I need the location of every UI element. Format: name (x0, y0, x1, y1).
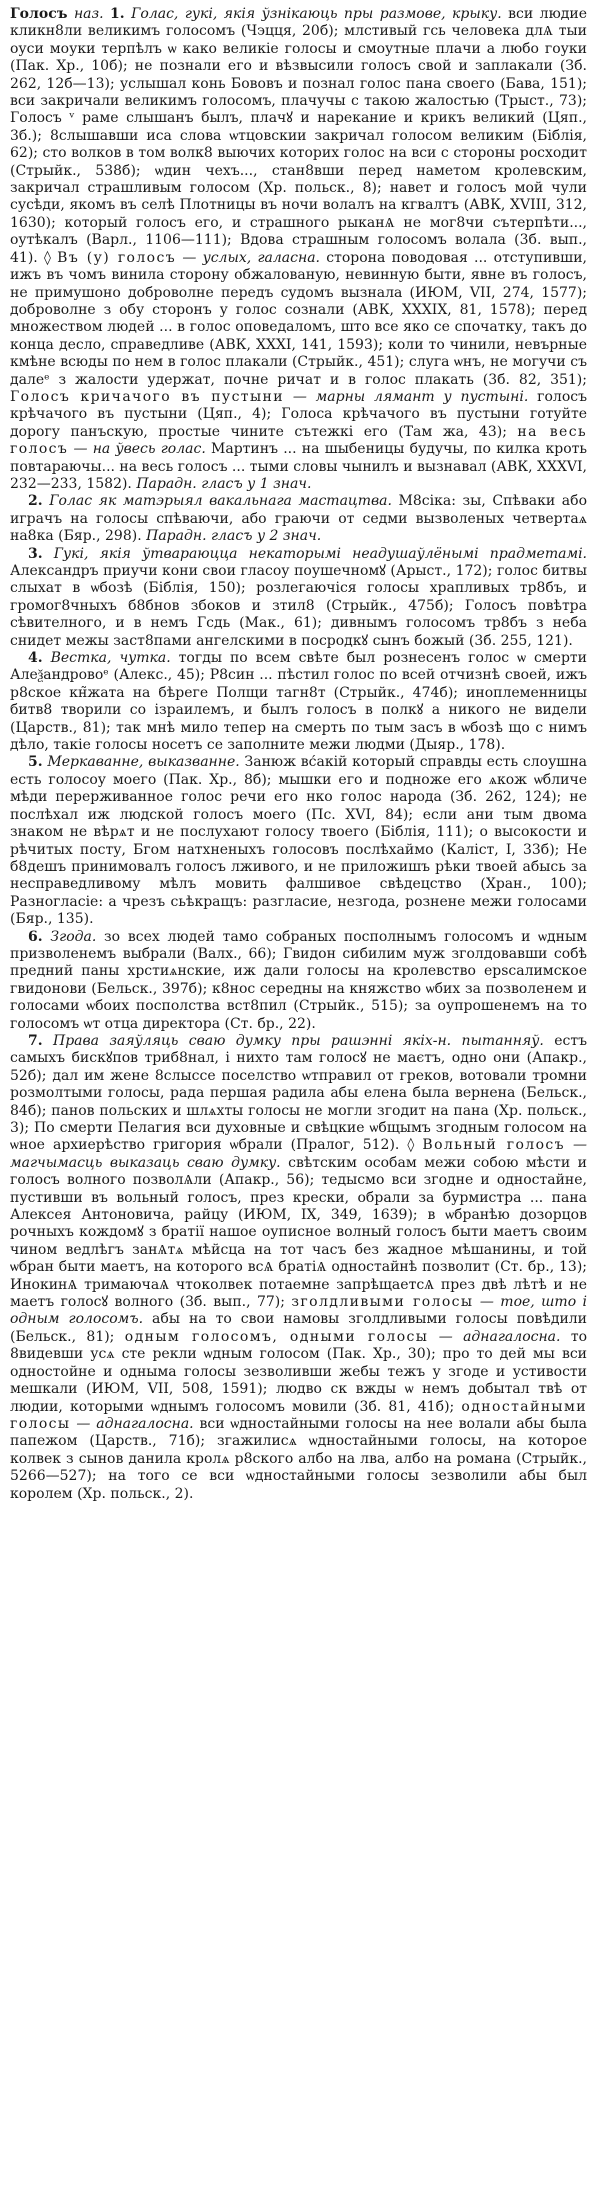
citations: вси ѡдностайными голосы на нее волали абы была папежом (Царств., 71б); згажилисѧ ѡдностайными голосы, на которое колвек з сынов данила кролѧ р8ского албо на лва, албо на романа (Стрыйк., 5266—527); на того се вси ѡдностайными голосы зезволили абы был королем (Хр. польск., 2). (10, 1415, 588, 1502)
phrase-gloss: — марны лямант у пустыні. (283, 388, 529, 405)
citations: М8сіка: зы, Спѣваки або играчъ на голосы спѣваючи, або граючи от седми вызволеных четвертаѧ на8ка (Бяр., 298). (10, 493, 588, 545)
paradigm-note: Парадн. гласъ у 2 знач. (146, 528, 322, 545)
citations: тогды по всем свѣте был рознесенъ голос ѡ смерти Алеѯандровоᵉ (Алекс., 45); Р8син ... пѣстил голос по всей отчизнѣ своей, ижъ р8ское кн̃жата на бѣреге Полщи тагн8т (Стрыйк., 474б); иноплеменницы битв8 творили со ізраилемъ, и былъ голосъ в полкꙋ а никого не видели (Царств., 81); так мнѣ мило тепер на смерть по тым засъ в ѡбозѣ що с нимъ дѣло, такіе голосы носетъ се заполните межи людми (Дыяр., 178). (10, 650, 587, 754)
entry-sense-4 (10, 650, 587, 754)
entry-sense-7 (10, 1033, 587, 1503)
sense-gloss: Голас, гукі, якія ўзнікаюць пры размове, крыку. (131, 6, 502, 22)
sense-gloss: Вестка, чутка. (50, 650, 171, 667)
entry-sense-1 (10, 6, 587, 493)
phrase: Въ (у) голосъ (57, 249, 177, 266)
sense-gloss: Згода. (50, 928, 97, 945)
citations: Мартинъ ... на шыбеницы будучы, по килка кроть повтараючы... на весь голосъ ... тыми словы чынилъ и вызнавал (АВК, XXXVI, 232—233, 1582). (10, 441, 588, 492)
sense-number: 6. (28, 928, 43, 945)
entry-sense-6 (10, 929, 587, 1033)
sense-number: 7. (28, 1032, 43, 1049)
phrase: на весь голосъ (10, 423, 587, 458)
sense-gloss: Права заяўляць сваю думку пры рашэнні якіх-н. пытанняў. (53, 1032, 544, 1049)
sense-number: 5. (28, 754, 43, 771)
phrase: Голосъ кричачого въ пустыни (10, 388, 284, 405)
phrase-gloss: — услых, галасна. (176, 249, 320, 266)
citations: естъ самыхъ бискꙋпов триб8нал, і нихто там голосꙋ не маєтъ, одно они (Апакр., 52б); дал им жене 8слыссе поселство ѡтправил от греков, вотовали тромни розмолтыми голосы, рада першая радила абы елена была вернена (Бельск., 84б); панов польских и шлѧхты голосы не могли згодит на пана (Хр. польск., 3); По смерти Пелагия вси духовные и свѣцкие ѡбщымъ згодным голосом на ѡное архиерѣство григория ѡбрали (Пралог, 512). ◊ (10, 1032, 588, 1154)
sense-gloss: Голас як матэрыял вакальнага мастацтва. (49, 493, 392, 510)
phrase: зголдливыми голосы (291, 1294, 474, 1311)
phrase-gloss: — аднагалосна. (428, 1328, 561, 1345)
part-of-speech: наз. (73, 6, 104, 22)
phrase: Вольный голосъ (422, 1137, 565, 1154)
paradigm-note: Парадн. гласъ у 1 знач. (136, 475, 312, 492)
citations: вси людие кликн8ли великимъ голосомъ (Чэцця, 20б); млстивый гсь человека длѦ тыи оуси моуки терпѣлъ ѡ како великіе голосы и смоутные плачи а любо гоуки (Пак. Хр., 10б); не познали его и вѣзвысили голосъ свой и заплакали (Зб. 262, 12б—13); услышал конь Бововъ и познал голос пана своего (Бава, 151); вси закричали великимъ голосомъ, плачучы с такою жалостью (Трыст., 73); Голосъ ᵛ раме слышанъ былъ, плачꙋ и нарекание и крикъ великий (Цяп., 3б.); 8слышавши иса слова ѡтцовскии закричал голосом великим (Біблія, 62); сто волков в том волк8 выючих которих голос на вси с стороны росходит (Стрыйк., 538б); ѡдин чехъ..., стан8вши перед наметом кролевским, закричал страшливым голосом (Хр. польск., 8); навет и голосъ мой чули сусѣди, якомъ въ селѣ Плотницы въ ночи волалъ на кгвалтъ (АВК, XVIII, 312, 1630); который голосъ его, и страшного рыканѦ не мог8чи сътерпѣти..., оутѣкалъ (Варл., 1106—111); Вдова страшным голосомъ волала (3б. вып., 41). ◊ (10, 6, 587, 266)
phrase-gloss: — магчымасць выказаць сваю думку. (10, 1137, 588, 1171)
entry-sense-5 (10, 754, 587, 928)
entry-sense-2 (10, 493, 587, 545)
citations: Занюж вс́акій который справды есть слоушна есть голосоу моего (Пак. Хр., 8б); мышки его и подноже его ѧкож ѡбличе мѣди перерживанное голос речи его нко голос народа (Зб. 262, 124); не послѣхал иж людской голосъ моего (Пс. XVI, 84); если ани тым двома знаком не вѣрѧт и не послухают голосу твоего (Біблія, 111); о высокости и рѣчитых посту, Бгом натхненыхъ голосовъ послѣхаймо (Каліст, I, 33б); Не б8дешъ принимовалъ голосъ лживого, и не приложишъ рѣки твоей абысь за несправедливому мѣлъ мовить фалшивое свѣдецство (Хран., 100); Разногласіе: а чрезъ сьѣкращъ: разгласие, незгода, рознене межи голосами (Бяр., 135). (10, 754, 587, 928)
phrase: одным голосомъ, одными голосы (124, 1328, 429, 1345)
citations: Александръ приучи кони свои гласоу поушечномꙋ (Арыст., 172); голос битвы слыхат в ѡбозѣ (Біблія, 150); розлегаючіся голосы храпливых тр8бъ, и громог8чныхъ б8бнов збоков и зтил8 (Стрыйк., 475б); Голосъ повѣтра сѣвителного, и в немъ Гсдь (Мак., 61); дивнымъ голосомъ тр8бъ з неба снидет межы заст8пами ангелскими в посродкꙋ сынъ божый (3б. 255, 121). (10, 563, 587, 649)
citations: абы на то свои намовы зголдливыми голосы повѣдили (Бельск., 81); (10, 1311, 587, 1345)
phrase-gloss: — на ўвесь голас. (68, 441, 206, 458)
phrase-gloss: — аднагалосна. (70, 1415, 194, 1432)
citations: голосъ крѣчачого въ пустыни (Цяп., 4); Голоса крѣчачого въ пустыни готуйте дорогу панъскую, простые чините сътежкі его (Там жа, 43); (10, 388, 587, 440)
entry-sense-3 (10, 546, 587, 650)
headword: Голосъ (10, 6, 68, 22)
citations: зо всех людей тамо собраных посполнымъ голосомъ и ѡдным призволенемъ выбрали (Валх., 66); Гвидон сибилим муж зголдовавши собѣ предний паны хрстиѧнские, иж дали голосы на кролевство ерѕсалимское гвидонови (Бельск., 397б); к8нос середны на княжство ѡбих за позволенем и голосами ѡбоих посполства вст8пил (Стрыйк., 515); за оупрошенемъ на то голосомъ ѡт отца директора (Ст. бр., 22). (10, 928, 588, 1032)
citations: то 8видевши усѧ сте рекли ѡдным голосом (Пак. Хр., 30); про то дей мы вси одностойне и одныма голосы зезволивши жебы тежъ у згоде и устивости мешкали (ИЮМ, VII, 508, 1591); людво ск вжды ѡ немъ добытал твѣ от людии, которыми ѡднымъ голосомъ мовили (3б. 81, 41б); (10, 1328, 588, 1415)
phrase-gloss: — тое, што і одным голосомъ. (10, 1294, 588, 1328)
sense-number: 1. (110, 6, 125, 22)
sense-number: 3. (28, 545, 43, 562)
phrase: одностайными голосы (10, 1398, 587, 1432)
sense-number: 4. (28, 650, 43, 667)
citations: свѣтским особам межи собою мѣсти и голосъ волного позволѦли (Апакр., 56); тедысмо вси згодне и одностайне, пустивши въ вольный голосъ, през крески, обрали за бурмистра ... пана Алексея Антоновича, райцу (ИЮМ, IX, 349, 1639); в ѡбранѣю дозорцов рочныхъ кождомꙋ з братії нашое оупиcное волный голосъ быти маетъ своим чином ведлѣгъ занѦтѧ мѣйсца на тот часъ без жадное мѣшанины, и той ѡбран быти маетъ, на которого всѦ братіѦ одностайнѣ позволит (Ст. бр., 13); ИнокинѦ тримаючаѦ чтоколвек потаемне запрѣщаетсѦ през двѣ лѣтѣ и не маетъ голосꙋ волного (3б. вып., 77); (10, 1154, 587, 1311)
citations: сторона поводовая ... отступивши, ижъ въ чомъ винила сторону обжалованую, невинную быти, явне въ голосъ, не примушоно доброволне передъ судомъ вызнала (ИЮМ, VII, 274, 1577); доброволне з обу сторонъ у голос сознали (АВК, XXXIX, 81, 1578); перед множеством людей ... в голос оповедаломъ, што все яко се спочатку, такъ до конца десло, справедливе (АВК, XXXI, 141, 1593); коли то чинили, невърные кмѣне всюды по нем в голос плакали (Стрыйк., 451); слуга ѡнъ, не могучи съ далеᵉ з жалости удержат, почне ричат и в голос плакать (3б. 82, 351); (10, 249, 587, 388)
sense-gloss: Гукі, якія ўтвараюцца некаторымі неадушаўлёнымі прадметамі. (53, 545, 587, 562)
sense-number: 2. (28, 493, 43, 510)
sense-gloss: Меркаванне, выказванне. (47, 754, 240, 771)
